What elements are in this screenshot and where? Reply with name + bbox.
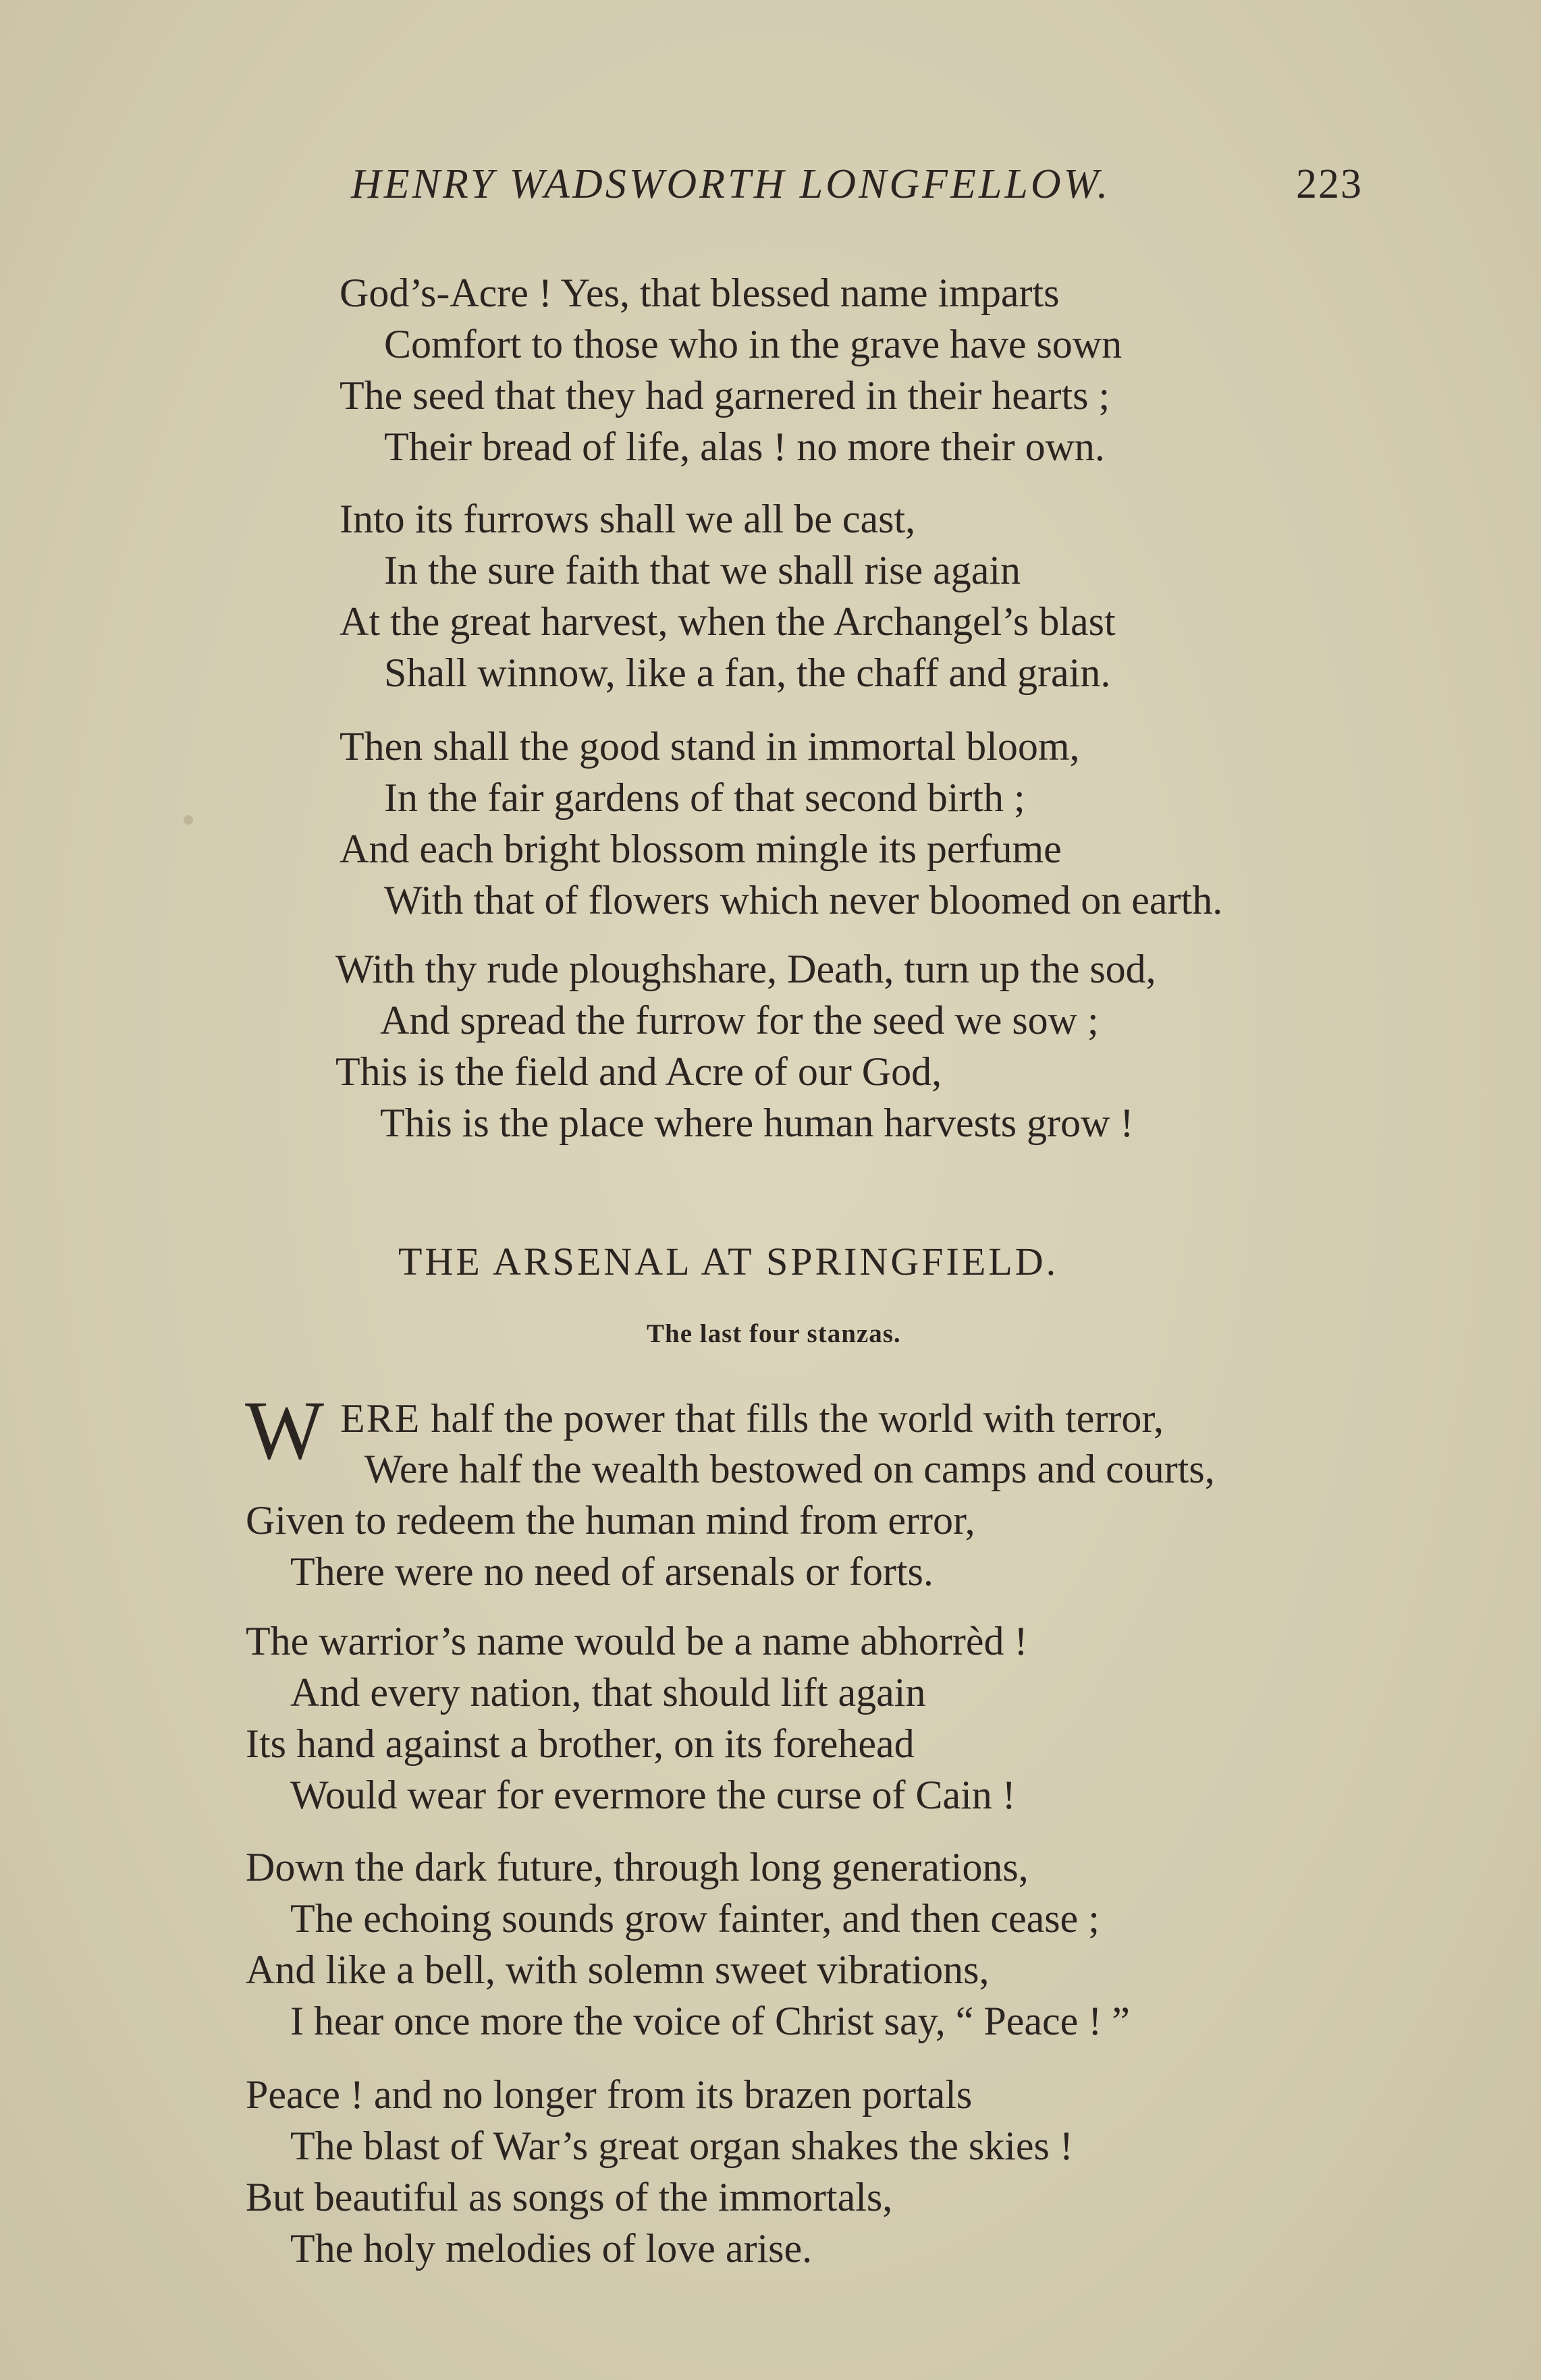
poem-line: Their bread of life, alas ! no more their own. xyxy=(384,424,1105,469)
first-line-text: half the power that fills the world with terror, xyxy=(421,1396,1164,1441)
first-line-caps: ERE xyxy=(340,1396,421,1441)
poem-line: The holy melodies of love arise. xyxy=(290,2226,813,2271)
poem-line: At the great harvest, when the Archangel’s blast xyxy=(340,599,1116,644)
poem-line: The echoing sounds grow fainter, and then cease ; xyxy=(290,1896,1100,1941)
poem-line: In the fair gardens of that second birth ; xyxy=(384,775,1025,820)
poem-line: This is the place where human harvests grow ! xyxy=(380,1101,1134,1145)
poem2-stanza-1 xyxy=(246,1443,1215,1597)
running-head xyxy=(351,161,1377,215)
drop-cap: W xyxy=(245,1384,325,1476)
poem-line: I hear once more the voice of Christ say, “ Peace ! ” xyxy=(290,1999,1130,2043)
poem-line: And like a bell, with solemn sweet vibrations, xyxy=(246,1947,990,1992)
poem-line: The seed that they had garnered in their hearts ; xyxy=(340,373,1110,418)
poem-line: This is the field and Acre of our God, xyxy=(335,1049,942,1094)
poem1-stanza-3 xyxy=(340,721,1222,926)
poem1-stanza-2 xyxy=(340,493,1116,698)
poem-line: Its hand against a brother, on its forehead xyxy=(246,1721,915,1766)
poem-line: And every nation, that should lift again xyxy=(290,1670,926,1715)
poem-line: The warrior’s name would be a name abhorrèd ! xyxy=(246,1619,1028,1663)
page-number: 223 xyxy=(1296,161,1363,207)
poem-line: And spread the furrow for the seed we sow ; xyxy=(380,998,1099,1043)
paper-blemish xyxy=(184,815,193,825)
poem-line: Would wear for evermore the curse of Cain ! xyxy=(290,1773,1016,1817)
poem-line: Then shall the good stand in immortal bloom, xyxy=(340,724,1080,769)
poem1-stanza-1 xyxy=(340,267,1122,472)
poem-line: With thy rude ploughshare, Death, turn up the sod, xyxy=(335,947,1156,991)
section-title: THE ARSENAL AT SPRINGFIELD. xyxy=(398,1240,1059,1283)
poem2-stanza-2 xyxy=(246,1615,1027,1821)
running-title: HENRY WADSWORTH LONGFELLOW. xyxy=(351,161,1111,207)
poem2-stanza-4 xyxy=(246,2069,1073,2274)
poem-line: There were no need of arsenals or forts. xyxy=(290,1549,934,1594)
poem-line: In the sure faith that we shall rise again xyxy=(384,548,1021,592)
poem-line: God’s-Acre ! Yes, that blessed name imparts xyxy=(340,271,1060,315)
poem-line: Comfort to those who in the grave have sown xyxy=(384,322,1123,366)
poem-line: And each bright blossom mingle its perfume xyxy=(340,827,1062,871)
poem-line: Were half the wealth bestowed on camps and courts, xyxy=(364,1447,1215,1491)
poem2-stanza-3 xyxy=(246,1842,1130,2047)
poem-line: Down the dark future, through long generations, xyxy=(246,1845,1029,1889)
section-subtitle: The last four stanzas. xyxy=(647,1319,901,1348)
poem1-stanza-4 xyxy=(335,943,1156,1149)
poem2-first-line xyxy=(340,1393,1164,1444)
poem-line: Given to redeem the human mind from error, xyxy=(246,1498,975,1543)
poem-line: Shall winnow, like a fan, the chaff and grain. xyxy=(384,651,1111,695)
poem-line: The blast of War’s great organ shakes the skies ! xyxy=(290,2124,1073,2168)
poem-line: Peace ! and no longer from its brazen portals xyxy=(246,2072,973,2117)
poem-line: But beautiful as songs of the immortals, xyxy=(246,2175,893,2219)
poem-line: Into its furrows shall we all be cast, xyxy=(340,497,916,541)
poem-line: With that of flowers which never bloomed on earth. xyxy=(384,878,1223,922)
